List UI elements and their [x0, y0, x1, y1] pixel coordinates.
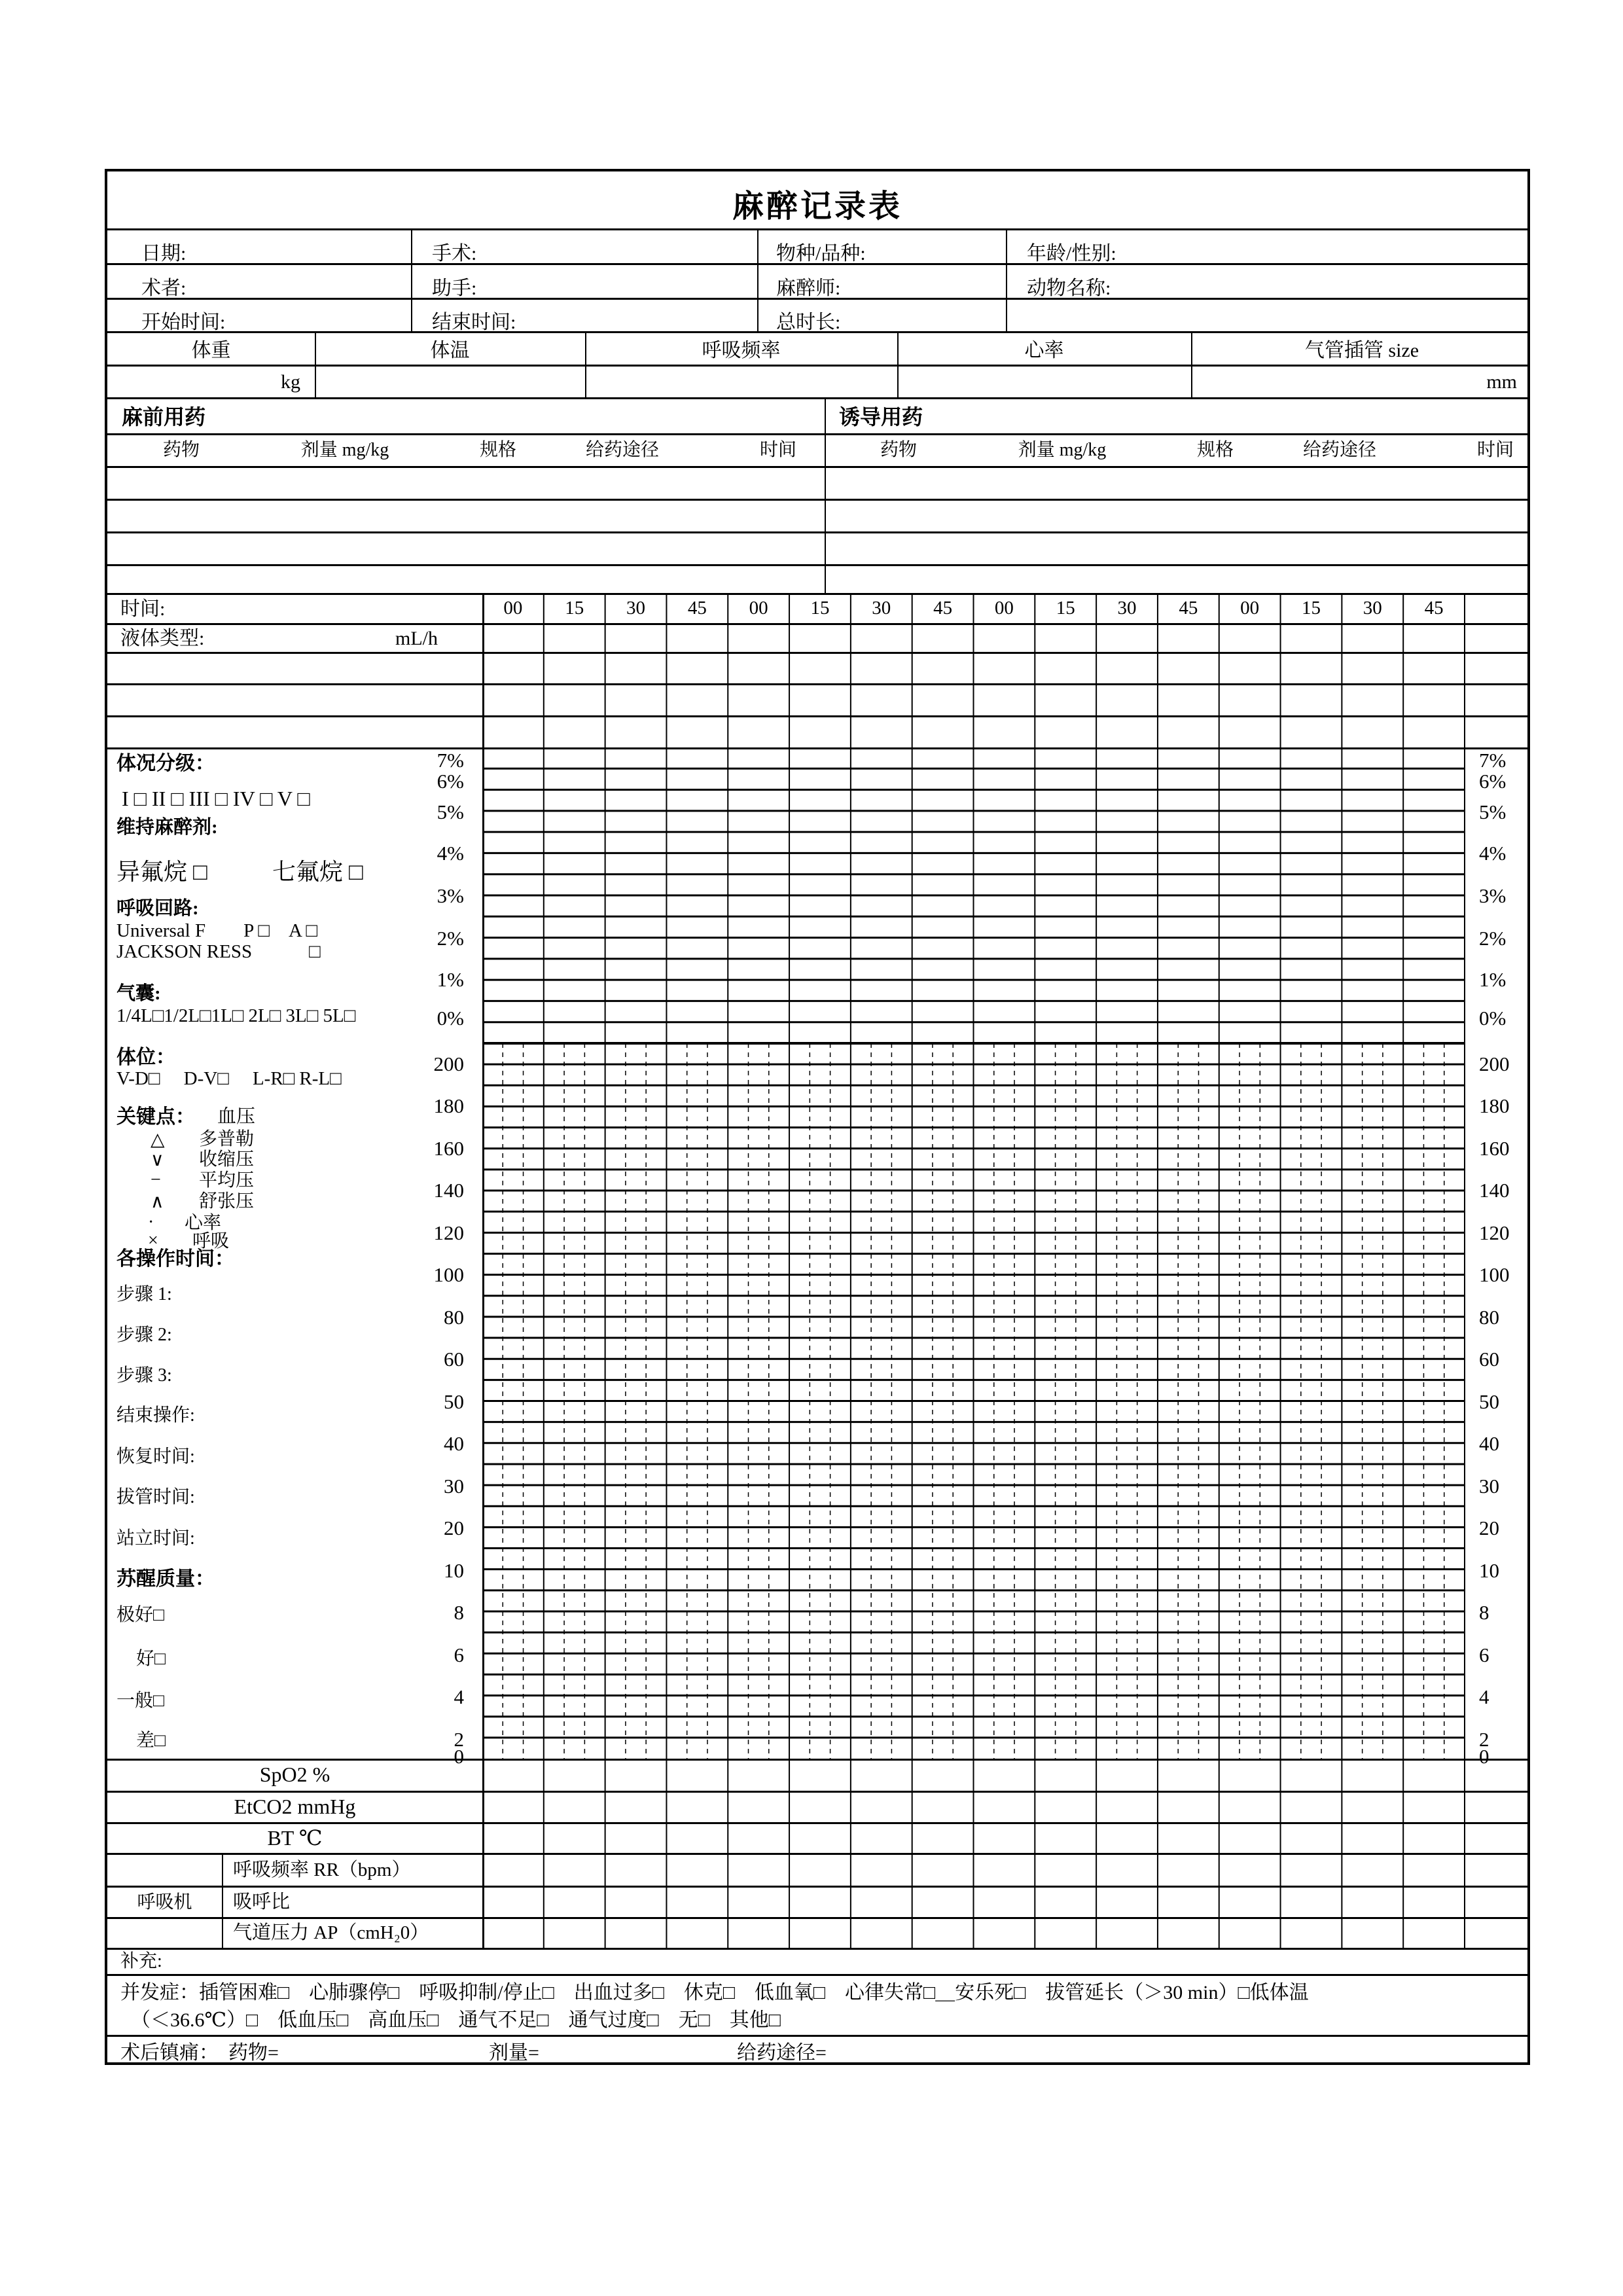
position-options-checkboxes[interactable]: V-D□ D-V□ L-R□ R-L□ [116, 1068, 342, 1089]
agent-sevoflurane-checkbox[interactable]: 七氟烷 □ [272, 859, 363, 885]
tube-unit: mm [1486, 371, 1517, 393]
ind-col-drug: 药物 [880, 440, 918, 460]
vital-scale-left: 10 [444, 1559, 464, 1582]
header-resp-rate: 呼吸频率 [702, 339, 781, 361]
fluid-type-label[interactable]: 液体类型: [120, 628, 205, 649]
induction-med-header: 诱导用药 [839, 405, 923, 429]
pct-scale-left: 2% [437, 927, 464, 950]
vital-scale-left: 200 [433, 1052, 464, 1075]
step3-field[interactable]: 步骤 3: [116, 1365, 172, 1386]
field-species[interactable]: 物种/品种: [776, 243, 866, 264]
diastolic-symbol: ∧ [151, 1192, 164, 1212]
weight-unit: kg [281, 371, 300, 393]
standing-time-field[interactable]: 站立时间: [116, 1528, 195, 1549]
vital-scale-left: 8 [454, 1601, 464, 1624]
bag-options-checkboxes[interactable]: 1/4L□1/2L□1L□ 2L□ 3L□ 5L□ [116, 1005, 356, 1026]
quality-good-checkbox[interactable]: 好□ [136, 1649, 166, 1669]
supplement-field[interactable]: 补充: [120, 1951, 162, 1971]
divider [411, 228, 412, 331]
step1-field[interactable]: 步骤 1: [116, 1284, 172, 1304]
ind-col-dose: 剂量 mg/kg [1018, 440, 1107, 460]
ventilator-rr-label: 呼吸频率 RR（bpm） [233, 1859, 411, 1880]
divider [107, 433, 1527, 435]
divider [107, 499, 1527, 501]
vital-scale-right: 2 [1479, 1728, 1489, 1751]
vital-scale-right: 50 [1479, 1390, 1499, 1413]
time-slot: 00 [994, 597, 1014, 619]
pct-scale-right: 7% [1479, 749, 1507, 772]
operation-times-label: 各操作时间： [116, 1248, 234, 1270]
divider [107, 466, 1527, 468]
pre-col-dose: 剂量 mg/kg [300, 440, 389, 460]
postop-route-field[interactable]: 给药途径= [737, 2042, 827, 2064]
pct-scale-left: 1% [437, 968, 464, 991]
anesthesia-record-form [105, 169, 1530, 2065]
divider [1006, 228, 1007, 331]
pre-med-header: 麻前用药 [122, 405, 206, 429]
header-weight: 体重 [191, 339, 231, 361]
ventilator-ie-label: 吸呼比 [233, 1892, 291, 1912]
time-slot: 45 [933, 597, 953, 619]
time-slot: 30 [1117, 597, 1137, 619]
vital-scale-left: 180 [433, 1094, 464, 1117]
maintenance-label: 维持麻醉剂: [116, 817, 218, 838]
pct-scale-left: 3% [437, 884, 464, 907]
field-duration[interactable]: 总时长: [776, 312, 841, 333]
quality-excellent-checkbox[interactable]: 极好□ [116, 1605, 164, 1625]
pct-scale-left: 7% [437, 749, 464, 772]
pct-scale-left: 4% [437, 842, 464, 865]
time-slot: 45 [1179, 597, 1198, 619]
vital-scale-left: 4 [454, 1685, 464, 1708]
end-op-field[interactable]: 结束操作: [116, 1405, 195, 1426]
header-heart-rate: 心率 [1024, 339, 1064, 361]
time-slot: 15 [1056, 597, 1075, 619]
fluid-unit: mL/h [395, 628, 438, 649]
step2-field[interactable]: 步骤 2: [116, 1325, 172, 1345]
time-slot: 45 [1424, 597, 1444, 619]
vital-scale-left: 30 [444, 1475, 464, 1498]
respiration-label: 呼吸 [192, 1231, 230, 1251]
divider [482, 593, 484, 1948]
complications-line1-checkboxes[interactable]: 并发症：插管困难□ 心肺骤停□ 呼吸抑制/停止□ 出血过多□ 休克□ 低血氧□ 心律失常□＿安乐死□ 拔管延长（＞30 min）□低体温 [120, 1982, 1309, 2003]
pct-scale-right: 0% [1479, 1007, 1507, 1030]
circuit-universal-checkbox[interactable]: Universal F P □ A □ [116, 920, 318, 941]
keypoints-label: 关键点： [116, 1106, 195, 1128]
time-row-label: 时间: [120, 598, 166, 620]
divider [107, 683, 1527, 685]
vital-scale-right: 120 [1479, 1221, 1510, 1244]
divider [222, 1853, 223, 1948]
vital-scale-right: 60 [1479, 1348, 1499, 1371]
postop-dose-field[interactable]: 剂量= [489, 2042, 539, 2064]
vital-scale-left: 60 [444, 1348, 464, 1371]
divider [107, 2035, 1527, 2037]
ventilator-ap-label: 气道压力 AP（cmH₂0） [233, 1922, 429, 1943]
divider [107, 397, 1527, 399]
form-title: 麻醉记录表 [732, 189, 902, 224]
vital-scale-left: 2 [454, 1728, 464, 1751]
divider [825, 397, 826, 593]
divider [757, 228, 758, 331]
field-animal-name[interactable]: 动物名称: [1027, 278, 1111, 299]
vital-scale-right: 200 [1479, 1052, 1510, 1075]
time-slot: 00 [749, 597, 768, 619]
position-label: 体位： [116, 1047, 175, 1068]
time-slot-row [482, 593, 1465, 623]
doppler-symbol: △ [151, 1130, 165, 1150]
divider [107, 1948, 1527, 1950]
vital-scale-right: 140 [1479, 1179, 1510, 1202]
pre-col-drug: 药物 [162, 440, 200, 460]
vital-scale-right: 30 [1479, 1475, 1499, 1498]
vital-scale-right: 20 [1479, 1516, 1499, 1539]
divider [107, 747, 1527, 749]
pre-col-spec: 规格 [479, 440, 517, 460]
mean-label: 平均压 [199, 1170, 255, 1191]
ind-col-spec: 规格 [1196, 440, 1234, 460]
diastolic-label: 舒张压 [199, 1191, 255, 1211]
header-et-tube: 气管插管 size [1304, 339, 1419, 361]
postop-label: 术后镇痛： [120, 2042, 219, 2064]
time-slot: 15 [1301, 597, 1321, 619]
vital-scale-right: 8 [1479, 1601, 1489, 1624]
vital-scale-left: 80 [444, 1306, 464, 1329]
vital-scale-right: 4 [1479, 1685, 1489, 1708]
vital-scale-left: 20 [444, 1516, 464, 1539]
vital-scale-left: 160 [433, 1137, 464, 1160]
pct-scale-right: 5% [1479, 800, 1507, 823]
doppler-label: 多普勒 [199, 1129, 255, 1149]
keypoints-bp: 血压 [217, 1106, 256, 1127]
vital-scale-left: 100 [433, 1263, 464, 1286]
vital-scale-left: 50 [444, 1390, 464, 1413]
time-slot: 30 [626, 597, 646, 619]
pct-scale-right: 2% [1479, 927, 1507, 950]
complications-line2-checkboxes[interactable]: （＜36.6℃）□ 低血压□ 高血压□ 通气不足□ 通气过度□ 无□ 其他□ [131, 2009, 781, 2031]
field-anesthetist[interactable]: 麻醉师: [776, 278, 841, 299]
vital-scale-right: 40 [1479, 1432, 1499, 1455]
vital-scale-left: 0 [454, 1745, 464, 1768]
heart-rate-symbol: · [148, 1212, 154, 1232]
field-surgery[interactable]: 手术: [432, 243, 477, 264]
divider [107, 1886, 1527, 1888]
circuit-jackson-checkbox[interactable]: JACKSON RESS □ [116, 941, 321, 962]
spo2-row-label: SpO2 % [259, 1763, 330, 1786]
pct-scale-left: 5% [437, 800, 464, 823]
divider [107, 623, 1527, 625]
vital-scale-right: 160 [1479, 1137, 1510, 1160]
pct-scale-right: 4% [1479, 842, 1507, 865]
ind-col-route: 给药途径 [1302, 440, 1377, 460]
field-date[interactable]: 日期: [141, 243, 187, 264]
quality-poor-checkbox[interactable]: 差□ [136, 1731, 166, 1751]
time-slot: 30 [872, 597, 891, 619]
divider [107, 365, 1527, 367]
pct-scale-right: 3% [1479, 884, 1507, 907]
time-slot: 15 [810, 597, 830, 619]
pct-scale-left: 0% [437, 1007, 464, 1030]
pre-col-time: 时间 [759, 440, 797, 460]
divider [107, 1974, 1527, 1976]
vital-scale-left: 40 [444, 1432, 464, 1455]
pct-scale-left: 6% [437, 770, 464, 793]
pct-scale-right: 1% [1479, 968, 1507, 991]
field-end-time[interactable]: 结束时间: [432, 312, 516, 333]
divider [107, 652, 1527, 654]
extubation-time-field[interactable]: 拔管时间: [116, 1487, 195, 1507]
vital-scale-right: 0 [1479, 1745, 1489, 1768]
vital-scale-right: 6 [1479, 1643, 1489, 1666]
time-slot: 45 [687, 597, 707, 619]
divider [107, 228, 1527, 230]
vital-scale-right: 10 [1479, 1559, 1499, 1582]
field-age-sex[interactable]: 年龄/性别: [1027, 243, 1116, 264]
etco2-row-label: EtCO2 mmHg [234, 1794, 356, 1818]
quality-fair-checkbox[interactable]: 一般□ [116, 1691, 164, 1711]
time-slot: 00 [1240, 597, 1260, 619]
divider [107, 1917, 1527, 1919]
recovery-time-field[interactable]: 恢复时间: [116, 1446, 195, 1467]
pct-scale-right: 6% [1479, 770, 1507, 793]
vital-scale-right: 100 [1479, 1263, 1510, 1286]
vital-scale-right: 180 [1479, 1094, 1510, 1117]
time-slot: 30 [1363, 597, 1382, 619]
vital-scale-left: 120 [433, 1221, 464, 1244]
divider [107, 564, 1527, 566]
bag-label: 气囊: [116, 983, 161, 1004]
header-temp: 体温 [430, 339, 470, 361]
vital-scale-right: 80 [1479, 1306, 1499, 1329]
systolic-symbol: ∨ [151, 1150, 164, 1170]
mean-symbol: − [151, 1170, 161, 1190]
agent-isoflurane-checkbox[interactable]: 异氟烷 □ [116, 859, 207, 885]
pre-col-route: 给药途径 [585, 440, 660, 460]
divider [107, 715, 1527, 717]
body-condition-options[interactable]: I □ II □ III □ IV □ V □ [122, 787, 310, 810]
heart-rate-label: 心率 [185, 1213, 222, 1233]
time-slot: 15 [565, 597, 584, 619]
ventilator-label: 呼吸机 [137, 1892, 192, 1912]
respiration-symbol: × [148, 1230, 158, 1251]
body-condition-label: 体况分级： [116, 753, 215, 774]
systolic-label: 收缩压 [199, 1149, 255, 1170]
bt-row-label: BT ℃ [267, 1825, 323, 1850]
divider [107, 531, 1527, 533]
circuit-label: 呼吸回路: [116, 898, 199, 919]
vital-scale-left: 6 [454, 1643, 464, 1666]
time-slot: 00 [503, 597, 523, 619]
field-assistant[interactable]: 助手: [432, 278, 477, 299]
vital-scale-left: 140 [433, 1179, 464, 1202]
field-start-time[interactable]: 开始时间: [141, 312, 226, 333]
divider [107, 1853, 1527, 1855]
field-surgeon[interactable]: 术者: [141, 278, 187, 299]
recovery-quality-label: 苏醒质量： [116, 1568, 215, 1590]
postop-drug-field[interactable]: 药物= [228, 2042, 279, 2064]
ind-col-time: 时间 [1476, 440, 1514, 460]
